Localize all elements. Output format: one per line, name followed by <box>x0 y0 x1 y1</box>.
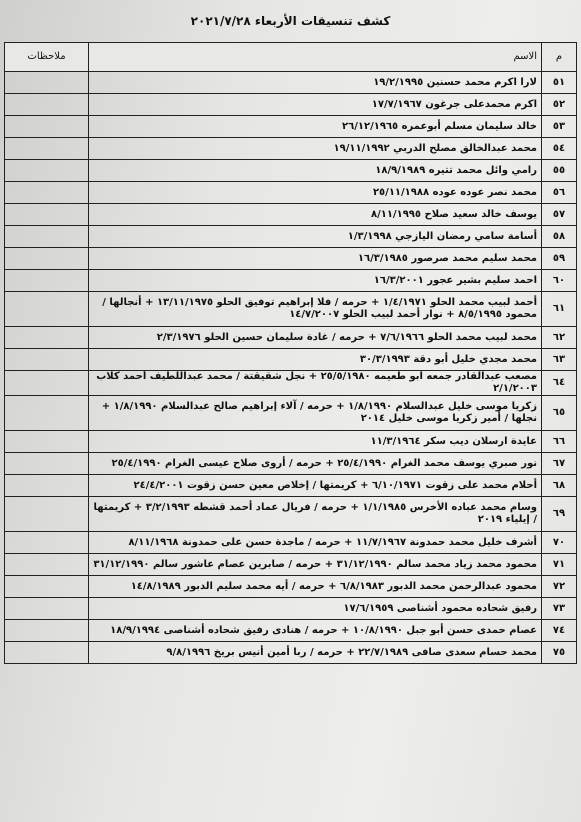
row-notes <box>5 576 89 598</box>
header-notes: ملاحظات <box>5 43 89 72</box>
row-name: مصعب عبدالقادر جمعه ابو طعيمه ٢٥/٥/١٩٨٠ + نجل شقيقتة / محمد عبداللطيف أحمد كلاب ٢/١/٢٠٠٣ <box>89 371 542 396</box>
row-number: ٦٩ <box>542 497 577 532</box>
row-number: ٥٣ <box>542 116 577 138</box>
row-notes <box>5 431 89 453</box>
row-name: أحلام محمد على زقوت ٦/١٠/١٩٧١ + كريمتها / إخلاص معين حسن زقوت ٢٤/٤/٢٠٠١ <box>89 475 542 497</box>
row-name: محمد سليم محمد صرصور ١٦/٣/١٩٨٥ <box>89 248 542 270</box>
row-notes <box>5 292 89 327</box>
row-name: احمد سليم بشير عجور ١٦/٣/٢٠٠١ <box>89 270 542 292</box>
table-row <box>5 160 577 182</box>
table-row <box>5 642 577 664</box>
row-notes <box>5 554 89 576</box>
row-number: ٥١ <box>542 72 577 94</box>
row-number: ٥٢ <box>542 94 577 116</box>
row-notes <box>5 248 89 270</box>
row-notes <box>5 475 89 497</box>
table-row <box>5 576 577 598</box>
table-row <box>5 475 577 497</box>
row-name: أسامة سامي رمضان اليازجي ١/٣/١٩٩٨ <box>89 226 542 248</box>
row-number: ٦٧ <box>542 453 577 475</box>
row-notes <box>5 620 89 642</box>
row-name: محمد نصر عوده عوده ٢٥/١١/١٩٨٨ <box>89 182 542 204</box>
row-name: لارا اكرم محمد حسنين ١٩/٢/١٩٩٥ <box>89 72 542 94</box>
table-row <box>5 270 577 292</box>
row-notes <box>5 396 89 431</box>
row-number: ٥٥ <box>542 160 577 182</box>
row-name: نور صبري يوسف محمد الغرام ٢٥/٤/١٩٩٠ + حرمه / أروى صلاح عيسى الغرام ٢٥/٤/١٩٩٠ <box>89 453 542 475</box>
row-name: أحمد لبيب محمد الحلو ١/٤/١٩٧١ + حرمه / فلا إبراهيم توفيق الحلو ١٣/١١/١٩٧٥ + أنجالها / محمود ٨/٥/١٩٩٥ + نوار أحمد لبيب الحلو ١٤/٧/٢٠٠٧ <box>89 292 542 327</box>
row-notes <box>5 160 89 182</box>
row-number: ٥٤ <box>542 138 577 160</box>
row-number: ٧٤ <box>542 620 577 642</box>
row-notes <box>5 226 89 248</box>
roster-body <box>5 72 577 664</box>
table-row <box>5 327 577 349</box>
table-row <box>5 182 577 204</box>
row-name: محمد عبدالخالق مصلح الدربي ١٩/١١/١٩٩٢ <box>89 138 542 160</box>
table-row <box>5 598 577 620</box>
table-row <box>5 116 577 138</box>
row-notes <box>5 138 89 160</box>
row-name: محمد مجدي خليل أبو دقة ٣٠/٣/١٩٩٣ <box>89 349 542 371</box>
row-name: رفيق شحاده محمود أشناصى ١٧/٦/١٩٥٩ <box>89 598 542 620</box>
table-row <box>5 94 577 116</box>
table-row <box>5 453 577 475</box>
table-row <box>5 497 577 532</box>
table-row <box>5 431 577 453</box>
row-number: ٧١ <box>542 554 577 576</box>
row-notes <box>5 270 89 292</box>
header-number: م <box>542 43 577 72</box>
row-notes <box>5 327 89 349</box>
row-name: أشرف خليل محمد حمدونة ١١/٧/١٩٦٧ + حرمه / ماجدة حسن على حمدونة ٨/١١/١٩٦٨ <box>89 532 542 554</box>
table-row <box>5 349 577 371</box>
row-number: ٧٢ <box>542 576 577 598</box>
row-number: ٦٤ <box>542 371 577 396</box>
row-notes <box>5 94 89 116</box>
row-name: عصام حمدى حسن أبو جبل ١٠/٨/١٩٩٠ + حرمه / هنادى رفيق شحاده أشناصى ١٨/٩/١٩٩٤ <box>89 620 542 642</box>
row-notes <box>5 182 89 204</box>
row-name: اكرم محمدعلى جرغون ١٧/٧/١٩٦٧ <box>89 94 542 116</box>
row-number: ٦٥ <box>542 396 577 431</box>
row-number: ٦٢ <box>542 327 577 349</box>
table-row <box>5 138 577 160</box>
row-name: وسام محمد عباده الأخرس ١/١/١٩٨٥ + حرمه / فريال عماد أحمد قشطه ٣/٢/١٩٩٣ + كريمتها / إيلياء ٢٠١٩ <box>89 497 542 532</box>
row-notes <box>5 453 89 475</box>
row-number: ٥٨ <box>542 226 577 248</box>
row-number: ٦٠ <box>542 270 577 292</box>
row-number: ٧٣ <box>542 598 577 620</box>
row-notes <box>5 532 89 554</box>
roster-table <box>4 42 577 664</box>
table-row <box>5 620 577 642</box>
row-name: زكريا موسى خليل عبدالسلام ١/٨/١٩٩٠ + حرمه / آلاء إبراهيم صالح عبدالسلام ١/٨/١٩٩٠ + نجلها / أمير زكريا موسى خليل ٢٠١٤ <box>89 396 542 431</box>
row-number: ٧٠ <box>542 532 577 554</box>
row-notes <box>5 497 89 532</box>
row-notes <box>5 598 89 620</box>
row-number: ٦٦ <box>542 431 577 453</box>
row-notes <box>5 72 89 94</box>
row-notes <box>5 116 89 138</box>
row-notes <box>5 642 89 664</box>
row-name: محمود محمد زياد محمد سالم ٣١/١٢/١٩٩٠ + حرمه / صابرين عصام عاشور سالم ٣١/١٢/١٩٩٠ <box>89 554 542 576</box>
row-number: ٦١ <box>542 292 577 327</box>
row-number: ٥٩ <box>542 248 577 270</box>
table-row <box>5 72 577 94</box>
header-name: الاسم <box>89 43 542 72</box>
table-row <box>5 226 577 248</box>
table-row <box>5 396 577 431</box>
row-number: ٥٦ <box>542 182 577 204</box>
row-name: رامي وائل محمد تتيره ١٨/٩/١٩٨٩ <box>89 160 542 182</box>
table-header-row <box>5 43 577 72</box>
row-name: يوسف خالد سعيد صلاح ٨/١١/١٩٩٥ <box>89 204 542 226</box>
row-number: ٦٨ <box>542 475 577 497</box>
row-notes <box>5 371 89 396</box>
table-row <box>5 532 577 554</box>
row-notes <box>5 204 89 226</box>
row-name: خالد سليمان مسلم أبوعمره ٢٦/١٢/١٩٦٥ <box>89 116 542 138</box>
table-row <box>5 554 577 576</box>
document-title: كشف تنسيقات الأربعاء ٢٠٢١/٧/٢٨ <box>190 14 391 28</box>
row-number: ٧٥ <box>542 642 577 664</box>
table-row <box>5 292 577 327</box>
row-notes <box>5 349 89 371</box>
row-name: عايدة ارسلان ديب سكر ١١/٣/١٩٦٤ <box>89 431 542 453</box>
table-row <box>5 371 577 396</box>
row-number: ٥٧ <box>542 204 577 226</box>
row-name: محمد حسام سعدى صافى ٢٢/٧/١٩٨٩ + حرمه / ربا أمين أنيس بريخ ٩/٨/١٩٩٦ <box>89 642 542 664</box>
row-name: محمود عبدالرحمن محمد الدبور ٦/٨/١٩٨٣ + حرمه / أيه محمد سليم الدبور ١٤/٨/١٩٨٩ <box>89 576 542 598</box>
row-number: ٦٣ <box>542 349 577 371</box>
table-row <box>5 204 577 226</box>
table-row <box>5 248 577 270</box>
row-name: محمد لبيب محمد الحلو ٧/٦/١٩٦٦ + حرمه / غادة سليمان حسين الحلو ٢/٣/١٩٧٦ <box>89 327 542 349</box>
